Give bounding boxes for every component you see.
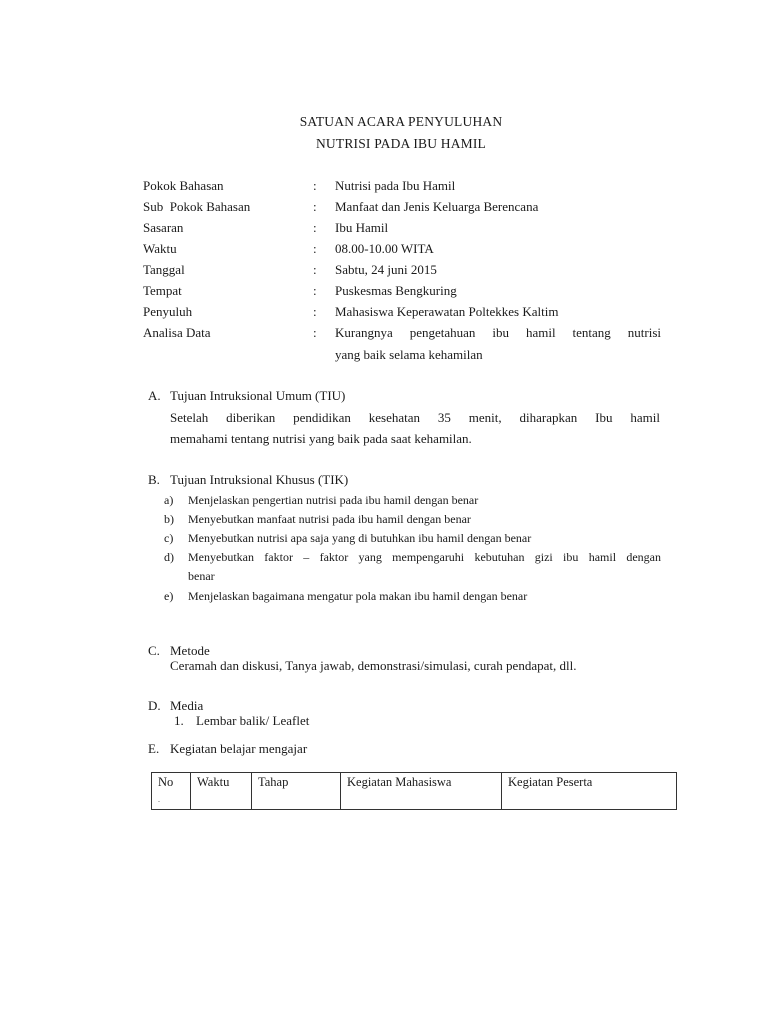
list-text-line2: benar [188, 569, 215, 583]
activity-table [151, 772, 677, 810]
list-item [164, 548, 661, 587]
document-title-line2: NUTRISI PADA IBU HAMIL [315, 136, 487, 151]
info-block [143, 177, 661, 370]
list-marker: c) [164, 531, 174, 545]
section-c-text: Ceramah dan diskusi, Tanya jawab, demonstrasi/simulasi, curah pendapat, dll. [170, 658, 577, 673]
info-row-pokok-bahasan [143, 177, 661, 198]
paragraph-line1: Setelah diberikan pendidikan kesehatan 35 menit, diharapkan Ibu hamil [170, 410, 660, 425]
section-title: Metode [170, 643, 210, 658]
info-value-line1: Kurangnya pengetahuan ibu hamil tentang nutrisi [335, 325, 661, 340]
table-header-row [152, 773, 677, 810]
info-value: Ibu Hamil [335, 220, 389, 235]
info-key: Pokok Bahasan [143, 178, 224, 193]
list-marker: d) [164, 550, 174, 564]
section-title: Tujuan Intruksional Umum (TIU) [170, 388, 346, 403]
header-no: No [158, 775, 174, 789]
info-colon: : [313, 178, 317, 193]
info-value: Nutrisi pada Ibu Hamil [335, 178, 456, 193]
list-text: Menyebutkan manfaat nutrisi pada ibu hamil dengan benar [188, 512, 471, 526]
list-marker: a) [164, 493, 174, 507]
section-title: Kegiatan belajar mengajar [170, 741, 308, 756]
info-colon: : [313, 283, 317, 298]
info-key: Waktu [143, 241, 177, 256]
info-row-tempat [143, 282, 661, 303]
section-letter: B. [148, 472, 160, 487]
info-colon: : [313, 262, 317, 277]
info-colon: : [313, 199, 317, 214]
document-title-line1: SATUAN ACARA PENYULUHAN [299, 114, 503, 129]
list-item [164, 510, 661, 529]
info-key: Tanggal [143, 262, 185, 277]
info-value [335, 324, 661, 364]
info-row-penyuluh [143, 303, 661, 324]
info-row-sasaran [143, 219, 661, 240]
info-value: 08.00-10.00 WITA [335, 241, 434, 256]
info-value: Puskesmas Bengkuring [335, 283, 457, 298]
info-colon: : [313, 304, 317, 319]
table-header-cell: Waktu [191, 773, 252, 810]
section-title: Media [170, 698, 204, 713]
table-header-cell [152, 773, 191, 810]
info-key: Sasaran [143, 220, 184, 235]
info-value: Manfaat dan Jenis Keluarga Berencana [335, 199, 539, 214]
list-item [164, 491, 661, 510]
info-row-waktu [143, 240, 661, 261]
section-a-paragraph [170, 407, 660, 449]
paragraph-line2: memahami tentang nutrisi yang baik pada saat kehamilan. [170, 431, 472, 446]
section-title: Tujuan Intruksional Khusus (TIK) [170, 472, 349, 487]
section-letter: D. [148, 698, 161, 713]
list-item [164, 587, 661, 606]
info-value-line2: yang baik selama kehamilan [335, 347, 483, 362]
info-row-tanggal [143, 261, 661, 282]
table-header-cell: Kegiatan Mahasiswa [341, 773, 502, 810]
info-colon: : [313, 241, 317, 256]
info-colon: : [313, 325, 317, 340]
table-header-cell: Tahap [252, 773, 341, 810]
list-text: Menyebutkan nutrisi apa saja yang di butuhkan ibu hamil dengan benar [188, 531, 532, 545]
info-colon: : [313, 220, 317, 235]
info-row-analisa-data [143, 324, 661, 370]
info-row-sub-pokok-bahasan [143, 198, 661, 219]
section-letter: E. [148, 741, 160, 756]
list-marker: e) [164, 589, 174, 603]
list-text [188, 548, 661, 586]
info-value: Mahasiswa Keperawatan Poltekkes Kaltim [335, 304, 559, 319]
media-item-marker: 1. [174, 713, 184, 728]
header-no-mark: . [158, 795, 160, 804]
objectives-list [164, 491, 661, 606]
info-value: Sabtu, 24 juni 2015 [335, 262, 437, 277]
list-text: Menjelaskan bagaimana mengatur pola makan ibu hamil dengan benar [188, 589, 528, 603]
section-letter: C. [148, 643, 160, 658]
list-text: Menjelaskan pengertian nutrisi pada ibu hamil dengan benar [188, 493, 479, 507]
media-item-text: Lembar balik/ Leaflet [196, 713, 310, 728]
list-text-line1: Menyebutkan faktor – faktor yang mempengaruhi kebutuhan gizi ibu hamil dengan [188, 550, 661, 564]
info-key: Penyuluh [143, 304, 193, 319]
list-item [164, 529, 661, 548]
info-key: Analisa Data [143, 325, 211, 340]
list-marker: b) [164, 512, 174, 526]
table-header-cell: Kegiatan Peserta [502, 773, 677, 810]
info-key: Sub Pokok Bahasan [143, 199, 251, 214]
info-key: Tempat [143, 283, 182, 298]
section-letter: A. [148, 388, 161, 403]
